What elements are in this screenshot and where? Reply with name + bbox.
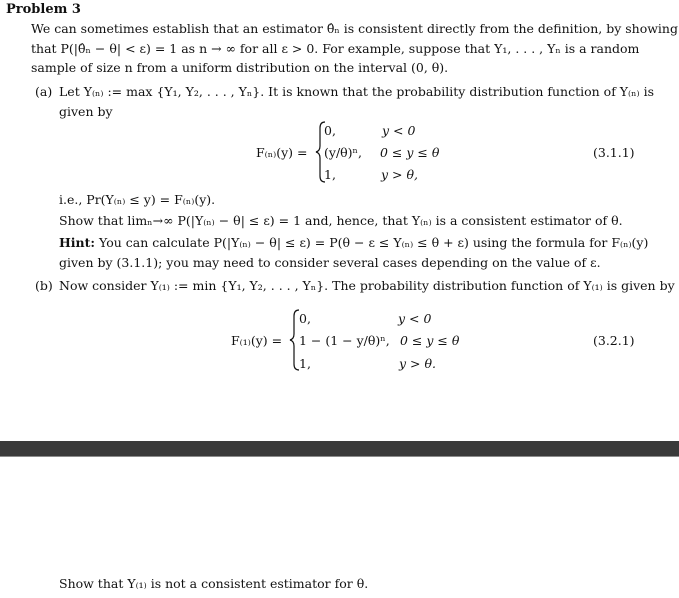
eq1-case-3-cond: y > θ, xyxy=(381,167,418,182)
part-a-line-1: Let Y₍ₙ₎ := max {Y₁, Y₂, . . . , Yₙ}. It is known that the probability distribution function of Y₍ₙ₎ is xyxy=(59,84,654,99)
eq1-lhs: F₍ₙ₎(y) = xyxy=(256,145,308,160)
hint-text: You can calculate P(|Y₍ₙ₎ − θ| ≤ ε) = P(θ − ε ≤ Y₍ₙ₎ ≤ θ + ε) using the formula for F₍ₙ₎(y) xyxy=(99,235,649,250)
eq2-case-1-value: 0, xyxy=(299,311,311,326)
part-b-label: (b) xyxy=(35,278,53,293)
eq1-case-2-cond: 0 ≤ y ≤ θ xyxy=(380,145,440,160)
eq1-number: (3.1.1) xyxy=(593,145,635,160)
hint-label: Hint: xyxy=(59,235,96,250)
bottom-statement: Show that Y₍₁₎ is not a consistent estimator for θ. xyxy=(59,576,369,591)
intro-line-2: that P(|θ̂ₙ − θ| < ε) = 1 as n → ∞ for all ε > 0. For example, suppose that Y₁, . . . , Yₙ is a random xyxy=(31,41,640,56)
problem-title: Problem 3 xyxy=(6,2,81,17)
eq2-case-1-cond: y < 0 xyxy=(398,311,432,326)
intro-line-3: sample of size n from a uniform distribution on the interval (0, θ). xyxy=(31,60,449,75)
eq2-number: (3.2.1) xyxy=(593,333,635,348)
part-a-ie: i.e., Pr(Y₍ₙ₎ ≤ y) = F₍ₙ₎(y). xyxy=(59,192,216,207)
eq1-case-2-value: (y/θ)ⁿ, xyxy=(324,145,362,160)
intro-line-1: We can sometimes establish that an estimator θ̂ₙ is consistent directly from the definition, by showing xyxy=(31,21,678,36)
eq1-case-3-value: 1, xyxy=(324,167,336,182)
part-a-line-2: given by xyxy=(59,104,113,119)
eq2-case-3-cond: y > θ. xyxy=(399,356,436,371)
eq2-case-3-value: 1, xyxy=(299,356,311,371)
section-divider xyxy=(0,441,679,457)
eq1-case-1-value: 0, xyxy=(324,123,336,138)
part-a-hint-line-2: given by (3.1.1); you may need to consider several cases depending on the value of ε. xyxy=(59,255,601,270)
eq2-case-2-cond: 0 ≤ y ≤ θ xyxy=(400,333,460,348)
part-a-label: (a) xyxy=(35,84,53,99)
part-a-hint-line xyxy=(59,235,648,251)
eq2-case-2-value: 1 − (1 − y/θ)ⁿ, xyxy=(299,333,390,348)
part-b-line: Now consider Y₍₁₎ := min {Y₁, Y₂, . . . , Yₙ}. The probability distribution function of Y₍₁₎ is given by xyxy=(59,278,675,293)
part-a-show: Show that limₙ→∞ P(|Y₍ₙ₎ − θ| ≤ ε) = 1 and, hence, that Y₍ₙ₎ is a consistent estimator of θ. xyxy=(59,213,623,228)
eq2-lhs: F₍₁₎(y) = xyxy=(231,333,283,348)
eq1-case-1-cond: y < 0 xyxy=(382,123,416,138)
